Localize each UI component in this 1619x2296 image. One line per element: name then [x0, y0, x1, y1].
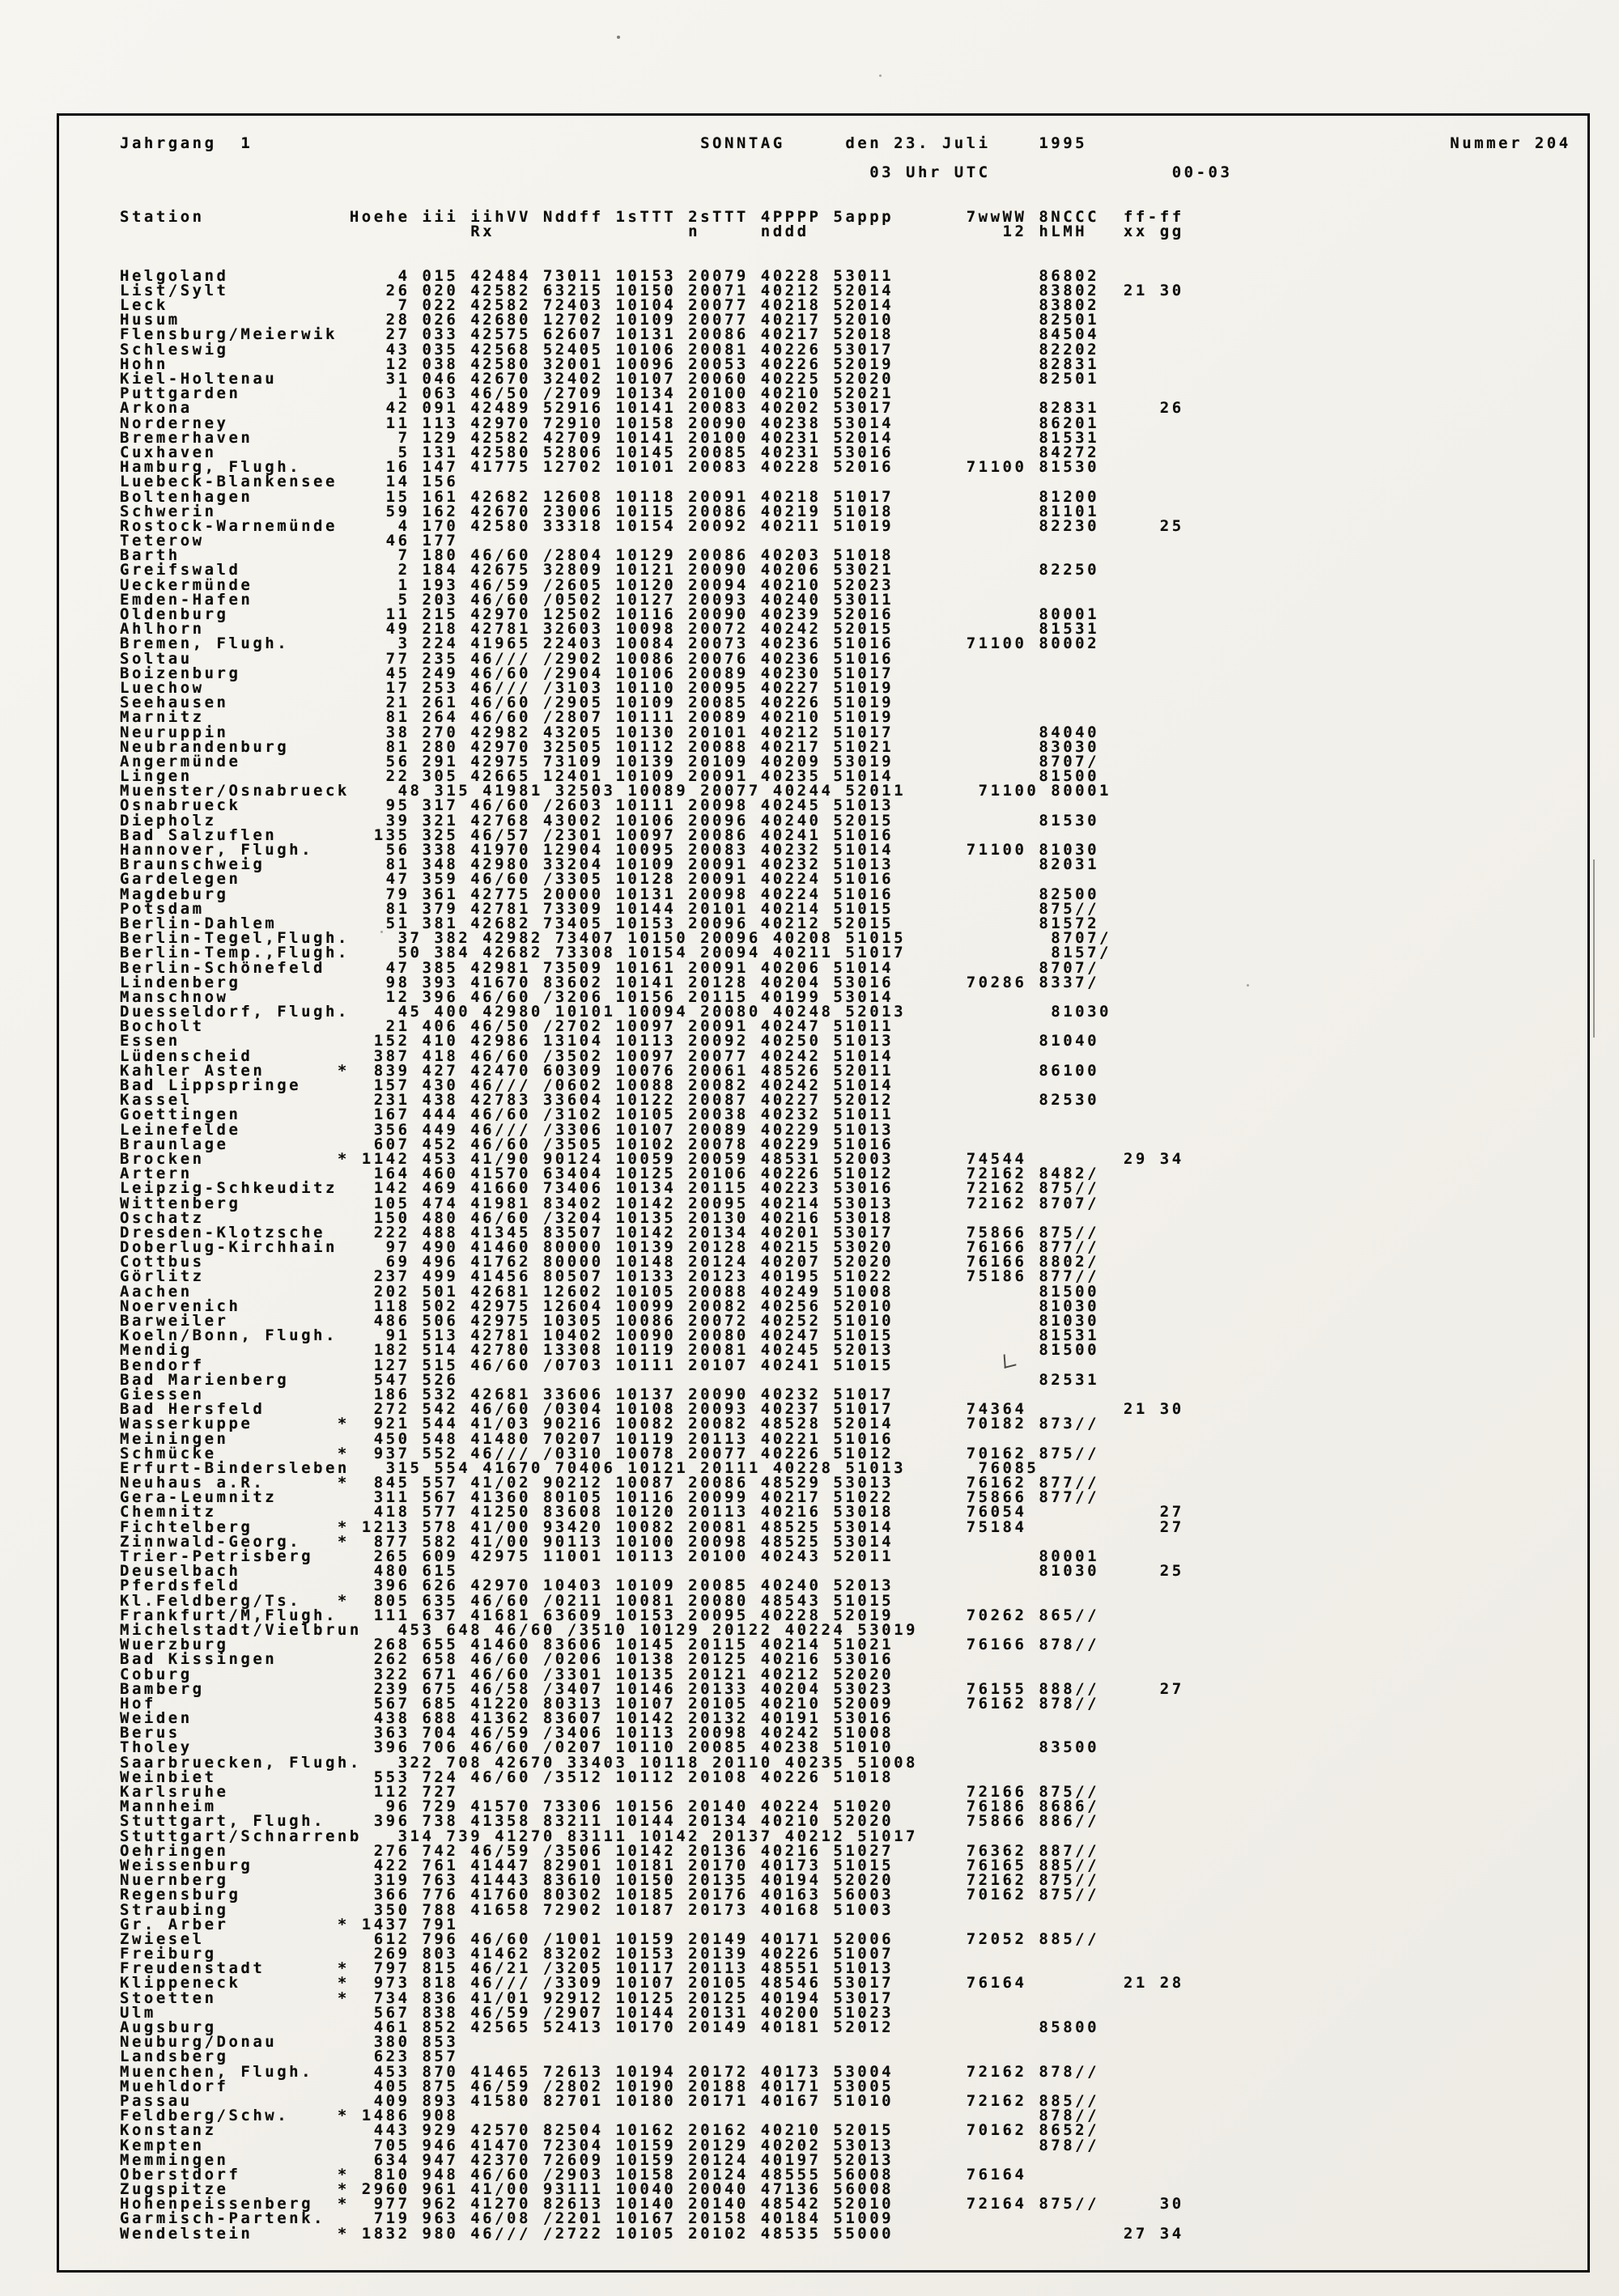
scan-mark [1004, 1352, 1017, 1369]
masthead: Jahrgang 1 SONNTAG den 23. Juli 1995 Nummer 204 [120, 134, 1571, 152]
station-row: Rostock-Warnemünde 4 170 42580 33318 10154 20092 40211 51019 82230 25 [120, 516, 1184, 535]
station-row: Leinefelde 356 449 46/// /3306 10107 20089 40229 51013 [120, 1120, 894, 1139]
station-row: Landsberg 623 857 [120, 2048, 459, 2066]
station-row: Freiburg 269 803 41462 83202 10153 20139 40226 51007 [120, 1945, 894, 1963]
station-row: Neuruppin 38 270 42982 43205 10130 20101 40212 51017 84040 [120, 723, 1100, 741]
station-row: Konstanz 443 929 42570 82504 10162 20162 40210 52015 70162 8652/ [120, 2121, 1100, 2140]
station-row: Berlin-Schönefeld 47 385 42981 73509 10161 20091 40206 51014 8707/ [120, 958, 1100, 977]
station-row: Berlin-Temp.,Flugh. 50 384 42682 73308 10154 20094 40211 51017 8157/ [120, 944, 1111, 962]
station-row: Weissenburg 422 761 41447 82901 10181 20170 40173 51015 76165 885// [120, 1856, 1100, 1874]
spacer [120, 180, 1571, 195]
station-row: Neubrandenburg 81 280 42970 32505 10112 20088 40217 51021 83030 [120, 737, 1100, 756]
station-row: Bad Marienberg 547 526 82531 [120, 1370, 1100, 1389]
station-row: Oehringen 276 742 46/59 /3506 10142 20136 40216 51027 76362 887// [120, 1841, 1100, 1860]
station-row: Luebeck-Blankensee 14 156 [120, 473, 459, 491]
station-row: Koeln/Bonn, Flugh. 91 513 42781 10402 10090 20080 40247 51015 81531 [120, 1326, 1100, 1345]
station-row: Karlsruhe 112 727 72166 875// [120, 1783, 1100, 1801]
station-row: Helgoland 4 015 42484 73011 10153 20079 40228 53011 86802 [120, 266, 1100, 285]
station-row: Bad Lippspringe 157 430 46/// /0602 10088 20082 40242 51014 [120, 1076, 894, 1094]
station-row: Mendig 182 514 42780 13308 10119 20081 40245 52013 81500 [120, 1341, 1100, 1360]
station-row: Emden-Hafen 5 203 46/60 /0502 10127 20093 40240 53011 [120, 590, 894, 609]
station-row: Barth 7 180 46/60 /2804 10129 20086 40203 51018 [120, 546, 894, 565]
station-row: Seehausen 21 261 46/60 /2905 10109 20085 40226 51019 [120, 694, 894, 712]
station-row: Bamberg 239 675 46/58 /3407 10146 20133 40204 53023 76155 888// 27 [120, 1679, 1184, 1698]
station-row: Passau 409 893 41580 82701 10180 20171 40167 51010 72162 885// [120, 2091, 1100, 2110]
station-row: Bocholt 21 406 46/50 /2702 10097 20091 40247 51011 [120, 1017, 894, 1036]
station-row: Pferdsfeld 396 626 42970 10403 10109 20085 40240 52013 [120, 1577, 894, 1595]
station-row: Mannheim 96 729 41570 73306 10156 20140 40224 51020 76186 8686/ [120, 1797, 1100, 1816]
station-row: Dresden-Klotzsche 222 488 41345 83507 10142 20134 40201 53017 75866 875// [120, 1223, 1100, 1241]
station-row: Ueckermünde 1 193 46/59 /2605 10120 20094 40210 52023 [120, 575, 894, 594]
station-row: Teterow 46 177 [120, 532, 459, 550]
station-row: Straubing 350 788 41658 72902 10187 20173 40168 51003 [120, 1900, 894, 1919]
station-row: Boizenburg 45 249 46/60 /2904 10106 20089 40230 51017 [120, 664, 894, 682]
station-row: Bremerhaven 7 129 42582 42709 10141 20100 40231 52014 81531 [120, 428, 1100, 447]
station-row: Bad Hersfeld 272 542 46/60 /0304 10108 20093 40237 51017 74364 21 30 [120, 1400, 1184, 1419]
station-row: Nuernberg 319 763 41443 83610 10150 20135 40194 52020 72162 875// [120, 1871, 1100, 1890]
station-row: Augsburg 461 852 42565 52413 10170 20149 40181 52012 85800 [120, 2018, 1100, 2036]
station-row: Kiel-Holtenau 31 046 42670 32402 10107 20060 40225 52020 82501 [120, 370, 1100, 388]
station-row: Deuselbach 480 615 81030 25 [120, 1562, 1184, 1581]
station-row: Bremen, Flugh. 3 224 41965 22403 10084 20073 40236 51016 71100 80002 [120, 634, 1100, 653]
station-row: Bendorf 127 515 46/60 /0703 10111 20107 40241 51015 [120, 1356, 894, 1374]
station-row: Essen 152 410 42986 13104 10113 20092 40250 51013 81040 [120, 1032, 1100, 1050]
column-header: Station Hoehe iii iihVV Nddff 1sTTT 2sTTT 4PPPP 5appp 7wwWW 8NCCC ff-ff [120, 207, 1184, 226]
station-row: Wittenberg 105 474 41981 83402 10142 20095 40214 53013 72162 8707/ [120, 1194, 1100, 1212]
station-row: Duesseldorf, Flugh. 45 400 42980 10101 10094 20080 40248 52013 81030 [120, 1003, 1111, 1021]
station-row: Fichtelberg * 1213 578 41/00 93420 10082 20081 48525 53014 75184 27 [120, 1517, 1184, 1536]
station-row: Memmingen 634 947 42370 72609 10159 20124 40197 52013 [120, 2150, 894, 2169]
station-row: Stuttgart/Schnarrenb 314 739 41270 83111 10142 20137 40212 51017 [120, 1827, 918, 1845]
station-row: Schwerin 59 162 42670 23006 10115 20086 40219 51018 81101 [120, 502, 1100, 520]
station-row: Berus 363 704 46/59 /3406 10113 20098 40242 51008 [120, 1724, 894, 1742]
station-row: Berlin-Dahlem 51 381 42682 73405 10153 20096 40212 52015 81572 [120, 914, 1100, 932]
station-row: Arkona 42 091 42489 52916 10141 20083 40202 53017 82831 26 [120, 399, 1184, 418]
station-row: Oberstdorf * 810 948 46/60 /2903 10158 20124 48555 56008 76164 [120, 2165, 1027, 2184]
station-row: Freudenstadt * 797 815 46/21 /3205 10117 20113 48551 51013 [120, 1959, 894, 1978]
station-row: Hamburg, Flugh. 16 147 41775 12702 10101 20083 40228 52016 71100 81530 [120, 458, 1100, 477]
station-row: Angermünde 56 291 42975 73109 10139 20109 40209 53019 8707/ [120, 752, 1100, 770]
station-row: Hohn 12 038 42580 32001 10096 20053 40226 52019 82831 [120, 354, 1100, 373]
station-row: Ahlhorn 49 218 42781 32603 10098 20072 40242 52015 81531 [120, 620, 1100, 639]
station-row: Weiden 438 688 41362 83607 10142 20132 40191 53016 [120, 1709, 894, 1728]
station-row: Husum 28 026 42680 12702 10109 20077 40217 52010 82501 [120, 311, 1100, 329]
station-row: Marnitz 81 264 46/60 /2807 10111 20089 40210 51019 [120, 708, 894, 727]
station-row: Regensburg 366 776 41760 80302 10185 20176 40163 56003 70162 875// [120, 1886, 1100, 1904]
station-row: Cottbus 69 496 41762 80000 10148 20124 40207 52020 76166 8802/ [120, 1253, 1100, 1271]
station-row: Schleswig 43 035 42568 52405 10106 20081 40226 53017 82202 [120, 340, 1100, 359]
station-row: Garmisch-Partenk. 719 963 46/08 /2201 10167 20158 40184 51009 [120, 2209, 894, 2228]
station-row: Luechow 17 253 46/// /3103 10110 20095 40227 51019 [120, 678, 894, 697]
station-row: Diepholz 39 321 42768 43002 10106 20096 40240 52015 81530 [120, 811, 1100, 830]
station-row: Flensburg/Meierwik 27 033 42575 62607 10131 20086 40217 52018 84504 [120, 325, 1100, 344]
station-row: Norderney 11 113 42970 72910 10158 20090 40238 53014 86201 [120, 414, 1100, 432]
scan-scratch [1593, 859, 1595, 1038]
station-row: Lindenberg 98 393 41670 83602 10141 20128 40204 53016 70286 8337/ [120, 973, 1100, 991]
station-row: Lüdenscheid 387 418 46/60 /3502 10097 20077 40242 51014 [120, 1046, 894, 1065]
station-row: Aachen 202 501 42681 12602 10105 20088 40249 51008 81500 [120, 1282, 1100, 1301]
station-row: Boltenhagen 15 161 42682 12608 10118 20091 40218 51017 81200 [120, 487, 1100, 506]
station-row: Lingen 22 305 42665 12401 10109 20091 40235 51014 81500 [120, 767, 1100, 786]
station-row: Doberlug-Kirchhain 97 490 41460 80000 10139 20128 40215 53020 76166 877// [120, 1238, 1100, 1257]
station-row: Kempten 705 946 41470 72304 10159 20129 40202 53013 878// [120, 2136, 1100, 2154]
station-row: Gr. Arber * 1437 791 [120, 1915, 459, 1933]
station-row: Osnabrueck 95 317 46/60 /2603 10111 20098 40245 51013 [120, 796, 894, 815]
station-row: Berlin-Tegel,Flugh. 37 382 42982 73407 10150 20096 40208 51015 8707/ [120, 929, 1111, 948]
station-row: Noervenich 118 502 42975 12604 10099 20082 40256 52010 81030 [120, 1297, 1100, 1315]
station-row: Muenchen, Flugh. 453 870 41465 72613 10194 20172 40173 53004 72162 878// [120, 2062, 1100, 2081]
scan-speck [380, 931, 383, 933]
station-row: Oschatz 150 480 46/60 /3204 10135 20130 40216 53018 [120, 1208, 894, 1227]
station-row: Klippeneck * 973 818 46/// /3309 10107 20105 48546 53017 76164 21 28 [120, 1974, 1184, 1993]
station-row: Hannover, Flugh. 56 338 41970 12904 10095 20083 40232 51014 71100 81030 [120, 841, 1100, 859]
station-row: Ulm 567 838 46/59 /2907 10144 20131 40200 51023 [120, 2003, 894, 2022]
station-row: Hof 567 685 41220 80313 10107 20105 40210 52009 76162 878// [120, 1694, 1100, 1712]
station-row: Cuxhaven 5 131 42580 52806 10145 20085 40231 53016 84272 [120, 443, 1100, 461]
station-row: Weinbiet 553 724 46/60 /3512 10112 20108 40226 51018 [120, 1768, 894, 1786]
station-row: Puttgarden 1 063 46/50 /2709 10134 20100 40210 52021 [120, 384, 894, 403]
station-row: Neuhaus a.R. * 845 557 41/02 90212 10087 20086 48529 53013 76162 877// [120, 1474, 1100, 1492]
station-row: Feldberg/Schw. * 1486 908 878// [120, 2107, 1100, 2125]
station-row: Michelstadt/Vielbrun 453 648 46/60 /3510 10129 20122 40224 53019 [120, 1620, 918, 1639]
station-row: Chemnitz 418 577 41250 83608 10120 20113 40216 53018 76054 27 [120, 1503, 1184, 1521]
station-row: Trier-Petrisberg 265 609 42975 11001 10113 20100 40243 52011 80001 [120, 1547, 1100, 1565]
spacer [120, 254, 1571, 269]
station-row: Braunlage 607 452 46/60 /3505 10102 20078 40229 51016 [120, 1135, 894, 1153]
station-row: Muehldorf 405 875 46/59 /2802 10190 20188 40171 53005 [120, 2077, 894, 2095]
station-row: Schmücke * 937 552 46/// /0310 10078 20077 40226 51012 70162 875// [120, 1444, 1100, 1462]
station-row: Barweiler 486 506 42975 10305 10086 20072 40252 51010 81030 [120, 1312, 1100, 1330]
station-row: Gera-Leumnitz 311 567 41360 80105 10116 20099 40217 51022 75866 877// [120, 1488, 1100, 1507]
station-row: Zugspitze * 2960 961 41/00 93111 10040 20040 47136 56008 [120, 2180, 894, 2199]
station-row: Magdeburg 79 361 42775 20000 10131 20098 40224 51016 82500 [120, 885, 1100, 903]
station-row: Hohenpeissenberg * 977 962 41270 82613 10140 20140 48542 52010 72164 875// 30 [120, 2195, 1184, 2213]
station-row: Artern 164 460 41570 63404 10125 20106 40226 51012 72162 8482/ [120, 1165, 1100, 1183]
station-row: Görlitz 237 499 41456 80507 10133 20123 40195 51022 75186 877// [120, 1267, 1100, 1286]
station-row: Bad Salzuflen 135 325 46/57 /2301 10097 20086 40241 51016 [120, 825, 894, 844]
station-row: Goettingen 167 444 46/60 /3102 10105 20038 40232 51011 [120, 1106, 894, 1124]
station-row: Braunschweig 81 348 42980 33204 10109 20091 40232 51013 82031 [120, 855, 1100, 874]
station-row: Oldenburg 11 215 42970 12502 10116 20090 40239 52016 80001 [120, 605, 1100, 623]
station-row: Bad Kissingen 262 658 46/60 /0206 10138 20125 40216 53016 [120, 1650, 894, 1669]
station-row: Gardelegen 47 359 46/60 /3305 10128 20091 40224 51016 [120, 870, 894, 889]
station-row: Greifswald 2 184 42675 32809 10121 20090 40206 53021 82250 [120, 561, 1100, 579]
scan-speck [1247, 984, 1249, 987]
station-row: Meiningen 450 548 41480 70207 10119 20113 40221 51016 [120, 1429, 894, 1448]
scan-speck [617, 36, 620, 39]
station-row: Potsdam 81 379 42781 73309 10144 20101 40214 51015 875// [120, 899, 1100, 918]
station-row: Neuburg/Donau 380 853 [120, 2033, 459, 2052]
time-header: 03 Uhr UTC 00-03 [120, 163, 1233, 182]
station-row: Stuttgart, Flugh. 396 738 41358 83211 10144 20134 40210 52020 75866 886// [120, 1812, 1100, 1831]
station-row: Kassel 231 438 42783 33604 10122 20087 40227 52012 82530 [120, 1091, 1100, 1110]
spacer [120, 239, 1571, 253]
station-row: Erfurt-Bindersleben 315 554 41670 70406 10121 20111 40228 51013 76085 [120, 1458, 1039, 1477]
station-row: Giessen 186 532 42681 33606 10137 20090 40232 51017 [120, 1385, 894, 1403]
station-row: Wendelstein * 1832 980 46/// /2722 10105 20102 48535 55000 27 34 [120, 2224, 1184, 2243]
station-row: Kahler Asten * 839 427 42470 60309 10076 20061 48526 52011 86100 [120, 1061, 1100, 1080]
station-row: Frankfurt/M,Flugh. 111 637 41681 63609 10153 20095 40228 52019 70262 865// [120, 1606, 1100, 1624]
station-row: Wuerzburg 268 655 41460 83606 10145 20115 40214 51021 76166 878// [120, 1636, 1100, 1654]
station-row: Zwiesel 612 796 46/60 /1001 10159 20149 40171 52006 72052 885// [120, 1929, 1100, 1948]
bulletin-content [120, 136, 1571, 2241]
station-row: Zinnwald-Georg. * 877 582 41/00 90113 10100 20098 48525 53014 [120, 1532, 894, 1551]
station-row: Saarbruecken, Flugh. 322 708 42670 33403 10118 20110 40235 51008 [120, 1753, 918, 1772]
station-row: Tholey 396 706 46/60 /0207 10110 20085 40238 51010 83500 [120, 1738, 1100, 1757]
station-row: List/Sylt 26 020 42582 63215 10150 20071 40212 52014 83802 21 30 [120, 281, 1184, 299]
station-row: Leck 7 022 42582 72403 10104 20077 40218 52014 83802 [120, 296, 1100, 315]
station-row: Brocken * 1142 453 41/90 90124 10059 20059 48531 52003 74544 29 34 [120, 1149, 1184, 1168]
column-subheader: Rx n nddd 12 hLMH xx gg [120, 223, 1184, 241]
station-row: Leipzig-Schkeuditz 142 469 41660 73406 10134 20115 40223 53016 72162 875// [120, 1179, 1100, 1198]
station-row: Soltau 77 235 46/// /2902 10086 20076 40236 51016 [120, 649, 894, 668]
station-row: Coburg 322 671 46/60 /3301 10135 20121 40212 52020 [120, 1665, 894, 1683]
station-row: Manschnow 12 396 46/60 /3206 10156 20115 40199 53014 [120, 987, 894, 1006]
station-table [120, 266, 1571, 2243]
scan-speck [879, 74, 882, 77]
station-row: Kl.Feldberg/Ts. * 805 635 46/60 /0211 10081 20080 48543 51015 [120, 1591, 894, 1610]
station-row: Wasserkuppe * 921 544 41/03 90216 10082 20082 48528 52014 70182 873// [120, 1415, 1100, 1433]
station-row: Stoetten * 734 836 41/01 92912 10125 20125 40194 53017 [120, 1988, 894, 2007]
station-row: Muenster/Osnabrueck 48 315 41981 32503 10089 20077 40244 52011 71100 80001 [120, 782, 1111, 800]
